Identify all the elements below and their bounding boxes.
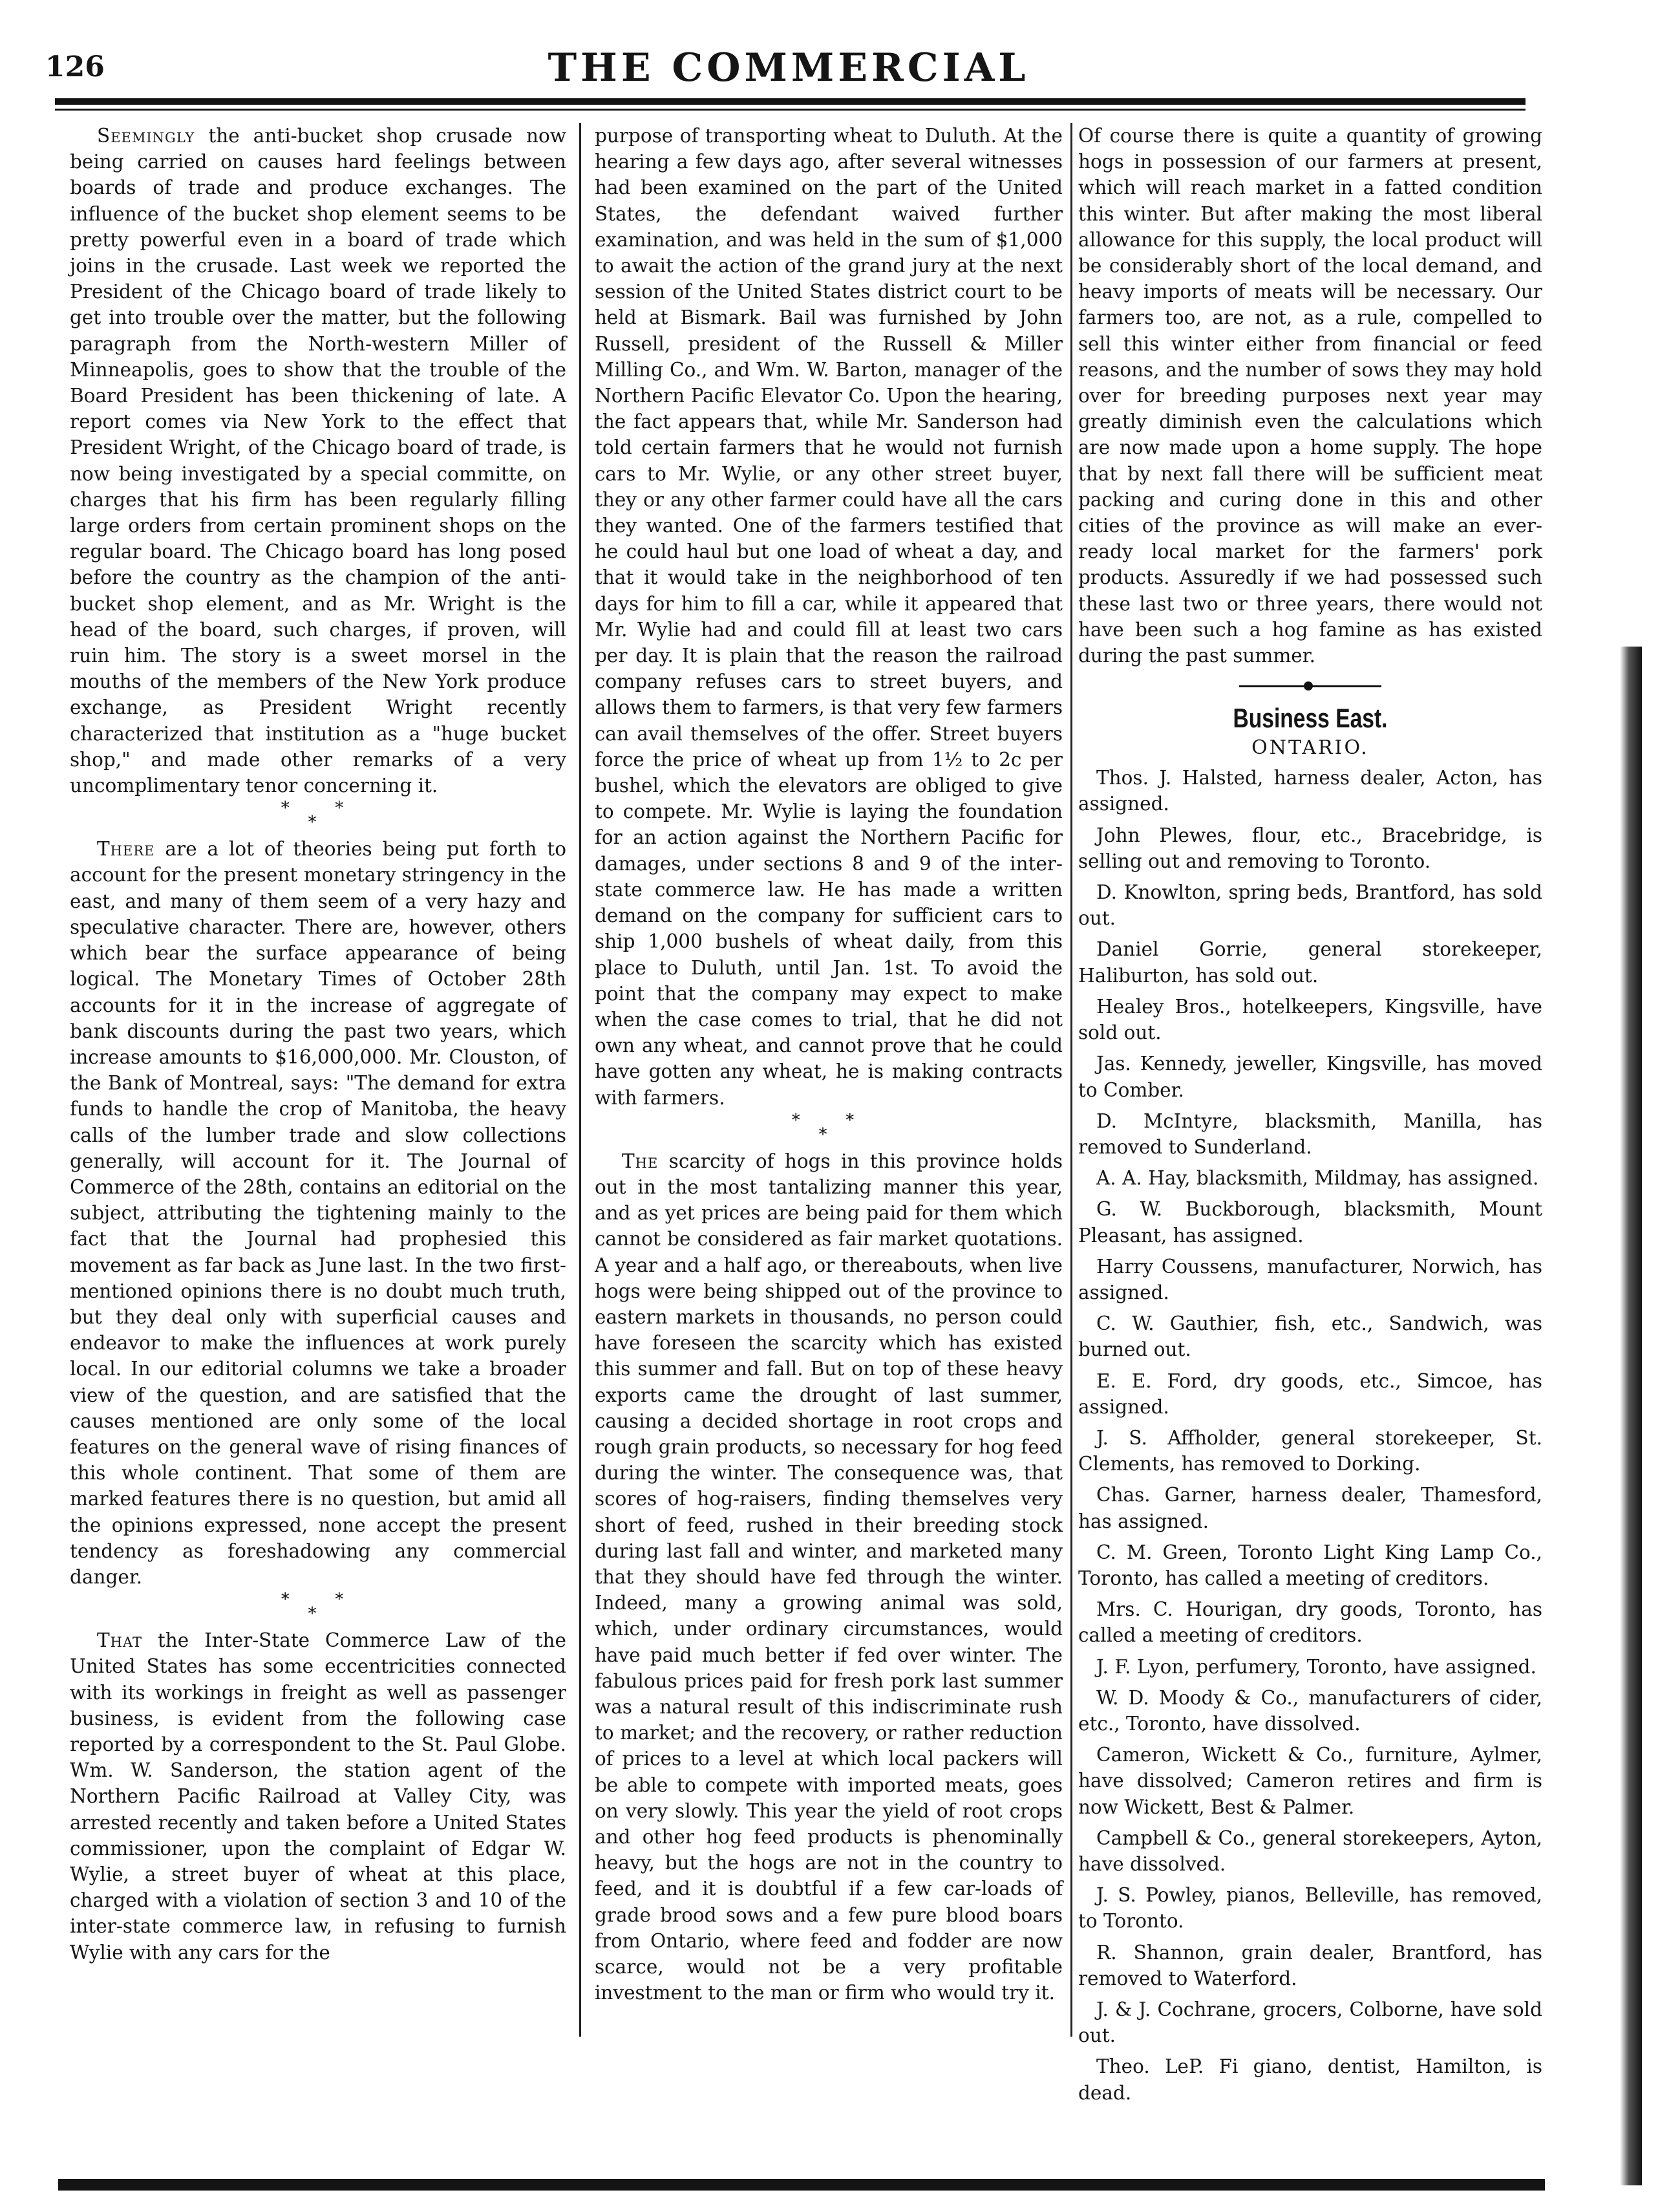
paragraph-text: the Inter-State Commerce Law of the United States has some eccentricities connected with its workings in freight as well as passenger business, is evident from the following case reported by a correspondent to the St. Paul Globe. Wm. W. Sanderson, the station agent of the Northern Pacific Railroad at Valley City, was arrested recently and taken before a United States commissioner, upon the complaint of Edgar W. Wylie, a street buyer of wheat at this place, charged with a violation of section 3 and 10 of the inter-state commerce law, in refusing to furnish Wylie with any cars for the [70,1629,566,1964]
lead-word: Seemingly [97,125,195,147]
business-entry: Chas. Garner, harness dealer, Thamesford, has assigned. [1078,1484,1542,1532]
business-entry: Healey Bros., hotelkeepers, Kingsville, have sold out. [1078,995,1542,1044]
article-paragraph [70,123,566,799]
business-entry: J. F. Lyon, perfumery, Toronto, have assigned. [1096,1655,1536,1678]
column-1 [70,123,566,1966]
business-entry: John Plewes, flour, etc., Bracebridge, is selling out and removing to Toronto. [1078,824,1542,872]
section-divider [1239,685,1381,687]
paragraph-text: scarcity of hogs in this province holds out in the most tantalizing manner this year, and as yet prices are being paid for them which cannot be considered as fair market quotations. A year and a half ago, or thereabouts, when live hogs were being shipped out of the province to eastern markets in thousands, no person could have foreseen the scarcity which has existed this summer and fall. But on top of these heavy exports came the drought of last summer, causing a decided shortage in root crops and rough grain products, so necessary for hog feed during the winter. The consequence was, that scores of hog-raisers, finding themselves very short of feed, rushed in their breeding stock during last fall and winter, and marketed many that they should have fed through the winter. Indeed, many a growing animal was sold, which, under ordinary circumstances, would have paid much better if fed over winter. The fabulous prices paid for fresh pork last summer was a natural result of this indiscriminate rush to market; and the recovery, or rather reduction of prices to a level at which local packers will be able to compete with imported meats, goes on very slowly. This year the yield of root crops and other hog feed products is phenominally heavy, but the hogs are not in the country to feed, and it is doubtful if a few car-loads of grade brood sows and a few pure blood boars from Ontario, where feed and fodder are now scarce, would not be a very profitable investment to the man or firm who would try it. [595,1150,1063,2004]
business-entry: Thos. J. Halsted, harness dealer, Acton, has assigned. [1078,767,1542,815]
business-entry: Cameron, Wickett & Co., furniture, Aylmer, have dissolved; Cameron retires and firm is now Wickett, Best & Palmer. [1078,1744,1542,1818]
business-entry: J. & J. Cochrane, grocers, Colborne, have sold out. [1078,1999,1542,2047]
section-title: Business East. [1233,703,1388,734]
paragraph-text: are a lot of theories being put forth to account for the present monetary stringency in the east, and many of them seem of a very hazy and speculative character. There are, however, others which bear the surface appearance of being logical. The Monetary Times of October 28th accounts for it in the increase of aggregate of bank discounts during the past two years, which increase amounts to $16,000,000. Mr. Clouston, of the Bank of Montreal, says: "The demand for extra funds to handle the crop of Manitoba, the heavy calls of the lumber trade and slow collections generally, will account for it. The Journal of Commerce of the 28th, contains an editorial on the subject, attributing the tightening mainly to the fact that the Journal had prophesied this movement as far back as June last. In the two first-mentioned opinions there is no doubt much truth, but they deal only with superficial causes and endeavor to make the influences at work purely local. In our editorial columns we take a broader view of the question, and are satisfied that the causes mentioned are only some of the local features on the general wave of rising finances of this whole continent. That some of them are marked features there is no question, but amid all the opinions expressed, none accept the present tendency as foreshadowing any commercial danger. [70,838,566,1588]
business-entries-list [1078,765,1542,2106]
business-entry: A. A. Hay, blacksmith, Mildmay, has assigned. [1096,1167,1539,1190]
asterism-separator: * * * [281,1590,356,1624]
lead-word: The [622,1150,659,1172]
paragraph-text: purpose of transporting wheat to Duluth. At the hearing a few days ago, after several witnesses had been examined on the part of the United States, the defendant waived further examination, and was held in the sum of $1,000 to await the action of the grand jury at the next session of the United States district court to be held at Bismark. Bail was furnished by John Russell, president of the Russell & Miller Milling Co., and Wm. W. Barton, manager of the Northern Pacific Elevator Co. Upon the hearing, the fact appears that, while Mr. Sanderson had told certain farmers that he would not furnish cars to Mr. Wylie, or any other street buyer, they or any other farmer could have all the cars they wanted. One of the farmers testified that he could haul but one load of wheat a day, and that it would take in the neighborhood of ten days for him to fill a car, while it appeared that Mr. Wylie had and could fill at least two cars per day. It is plain that the reason the railroad company refuses cars to street buyers, and allows them to farmers, is that very few farmers can avail themselves of the offer. Street buyers force the price of wheat up from 1½ to 2c per bushel, which the elevators are obliged to give to compete. Mr. Wylie is laying the foundation for an action against the Northern Pacific for damages, under sections 8 and 9 of the inter-state commerce law. He has made a written demand on the company for sufficient cars to ship 1,000 bushels of wheat daily, from this place to Duluth, until Jan. 1st. To avoid the point that the company may expect to make when the case comes to trial, that he did not own any wheat, and cannot prove that he could have gotten any wheat, he is making contracts with farmers. [595,125,1063,1109]
article-paragraph [70,836,566,1590]
article-paragraph: Of course there is quite a quantity of growing hogs in possession of our farmers at present, which will reach market in a fatted condition this winter. But after making the most liberal allowance for this supply, the local product will be considerably short of the local demand, and heavy imports of meats will be necessary. Our farmers too, are not, as a rule, compelled to sell this winter either from financial or feed reasons, and the number of sows they may hold over for breeding purposes next year may greatly diminish even the calculations which are now made upon a home supply. The hope that by next fall there will be sufficient meat packing and curing done in this and other cities of the province as will make an ever-ready local market for the farmers' pork products. Assuredly if we had possessed such these last two or three years, there would not have been such a hog famine as has existed during the past summer. [1078,125,1542,667]
business-entry: W. D. Moody & Co., manufacturers of cider, etc., Toronto, have dissolved. [1078,1686,1542,1735]
business-entry: Mrs. C. Hourigan, dry goods, Toronto, has called a meeting of creditors. [1078,1598,1542,1647]
business-entry: C. W. Gauthier, fish, etc., Sandwich, was burned out. [1078,1313,1542,1361]
column-divider [1070,123,1072,2037]
bottom-rule [58,2179,1545,2191]
article-paragraph [595,123,1063,1111]
lead-word: There [97,838,155,861]
business-entry: E. E. Ford, dry goods, etc., Simcoe, has assigned. [1078,1369,1542,1418]
business-entry: Harry Coussens, manufacturer, Norwich, has assigned. [1078,1255,1542,1303]
business-entry: D. McIntyre, blacksmith, Manilla, has removed to Sunderland. [1078,1109,1542,1158]
business-entry: Daniel Gorrie, general storekeeper, Haliburton, has sold out. [1078,938,1542,987]
column-2 [595,123,1063,2006]
business-entry: J. S. Powley, pianos, Belleville, has removed, to Toronto. [1078,1884,1542,1933]
scan-edge-shadow [1620,647,1642,2185]
business-entry: G. W. Buckborough, blacksmith, Mount Pleasant, has assigned. [1078,1198,1542,1247]
business-entry: C. M. Green, Toronto Light King Lamp Co., Toronto, has called a meeting of creditors. [1078,1541,1542,1589]
article-paragraph [595,1148,1063,2006]
lead-word: That [97,1629,143,1652]
asterism-separator: * * * [791,1110,866,1144]
section-subtitle: ONTARIO. [1251,736,1369,760]
business-entry: Jas. Kennedy, jeweller, Kingsville, has moved to Comber. [1078,1053,1542,1101]
column-3 [1078,123,1542,2111]
business-entry: R. Shannon, grain dealer, Brantford, has removed to Waterford. [1078,1941,1542,1989]
business-entry: Campbell & Co., general storekeepers, Ayton, have dissolved. [1078,1827,1542,1875]
publication-title: THE COMMERCIAL [548,45,1030,91]
article-paragraph [70,1627,566,1966]
column-divider [579,123,581,2037]
page-header [45,45,1532,103]
page-number: 126 [45,50,105,83]
paragraph-text: the anti-bucket shop crusade now being carried on causes hard feelings between boards of trade and produce exchanges. The influence of the bucket shop element seems to be pretty powerful even in a board of trade which joins in the crusade. Last week we reported the President of the Chicago board of trade likely to get into trouble over the matter, but the following paragraph from the North-western Miller of Minneapolis, goes to show that the trouble of the Board President has been thickening of late. A report comes via New York to the effect that President Wright, of the Chicago board of trade, is now being investigated by a special committe, on charges that his firm has been regularly filling large orders from certain prominent shops on the regular board. The Chicago board has long posed before the country as the champion of the anti-bucket shop element, and as Mr. Wright is the head of the board, such charges, if proven, will ruin him. The story is a sweet morsel in the mouths of the members of the New York produce exchange, as President Wright recently characterized that institution as a "huge bucket shop," and made other remarks of a very uncomplimentary tenor concerning it. [70,125,566,797]
header-rule-thin [55,109,1526,111]
business-entry: J. S. Affholder, general storekeeper, St. Clements, has removed to Dorking. [1078,1426,1542,1475]
header-rule-thick [55,98,1526,105]
business-entry: D. Knowlton, spring beds, Brantford, has sold out. [1078,881,1542,930]
business-entry: Theo. LeP. Fi giano, dentist, Hamilton, is dead. [1078,2055,1542,2104]
asterism-separator: * * * [281,799,356,833]
